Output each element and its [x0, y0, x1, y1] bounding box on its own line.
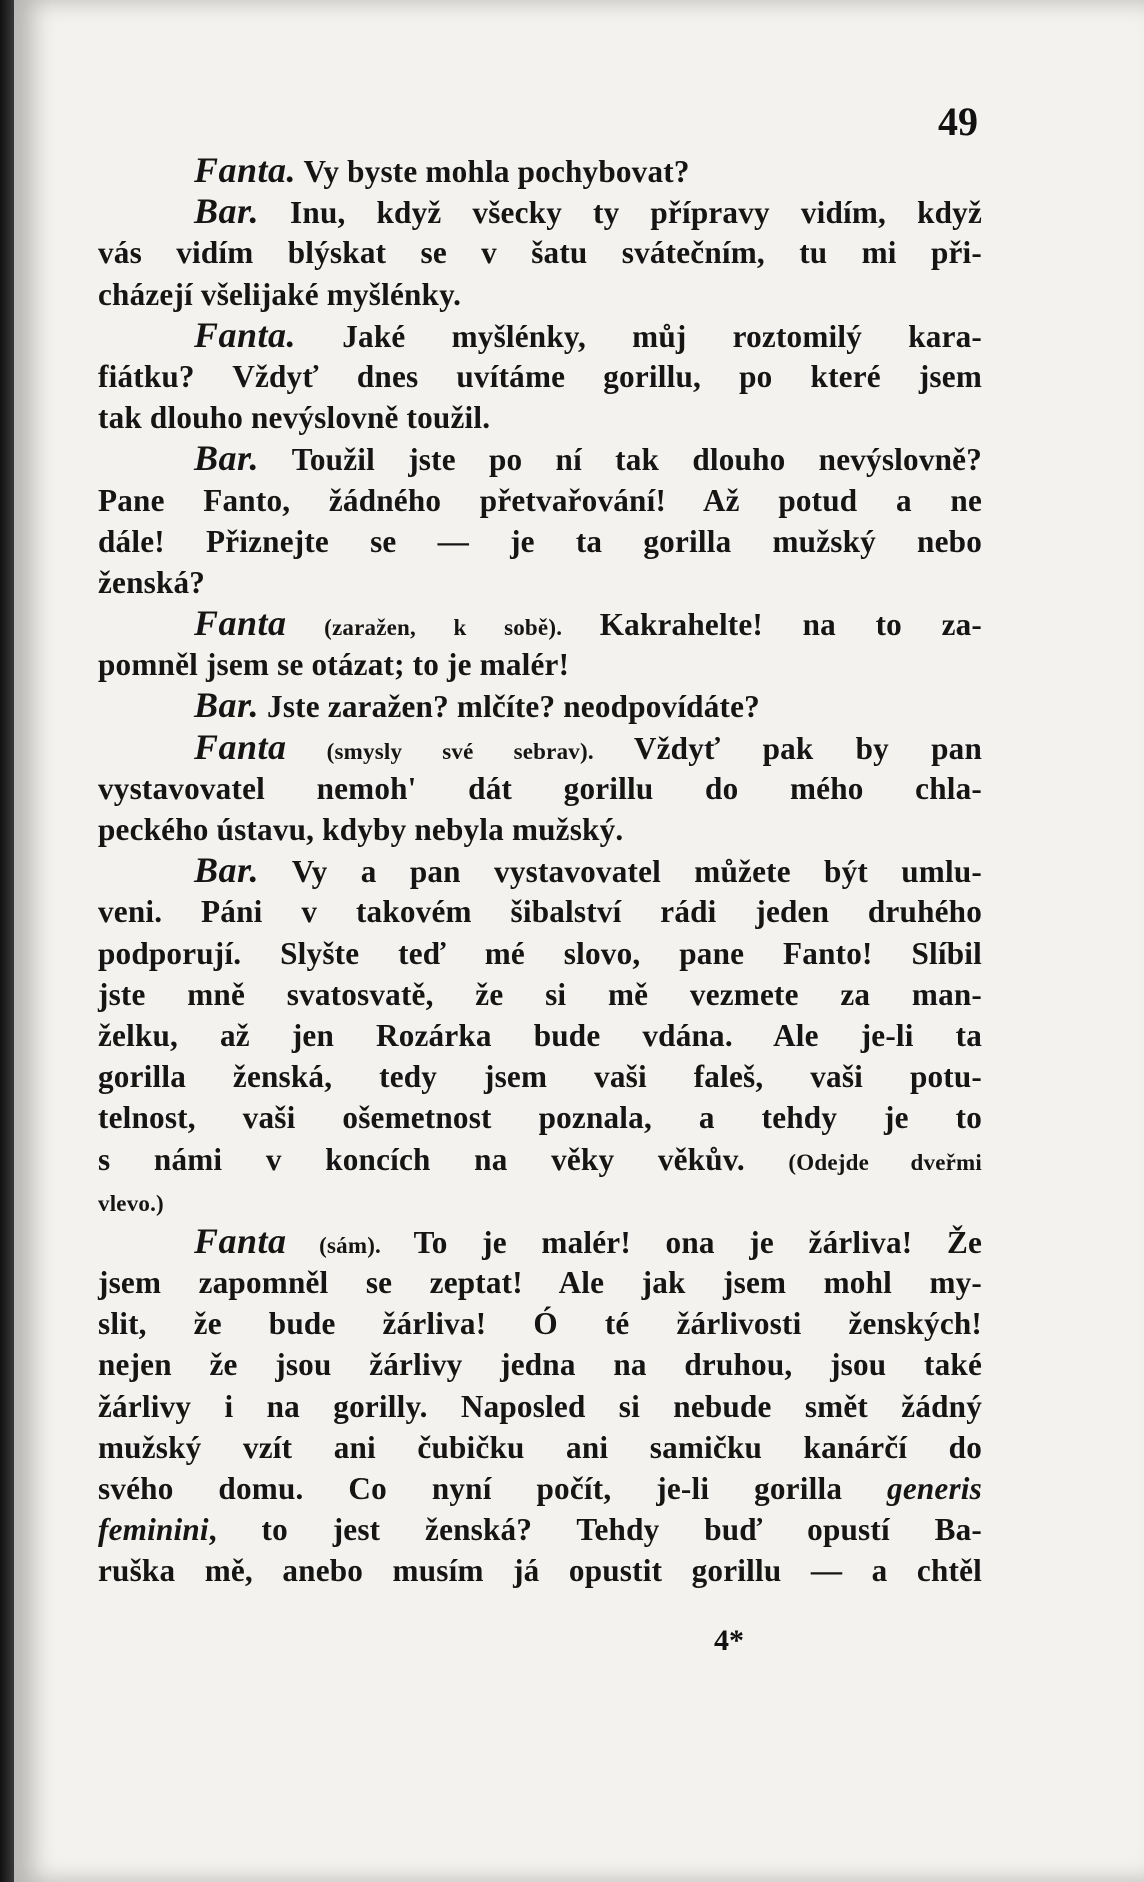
speaker-name: Bar. — [194, 685, 260, 726]
text-line — [98, 1344, 982, 1385]
speaker-name: Bar. — [194, 438, 260, 479]
stage-direction: (sám). — [286, 1232, 414, 1258]
dialogue-text: žárlivy i na gorilly. Naposled si nebude smět žádný — [98, 1388, 982, 1424]
text-line — [98, 1221, 982, 1262]
text-line — [98, 232, 982, 273]
text-line — [98, 1550, 982, 1591]
text-line — [98, 809, 982, 850]
text-line — [98, 191, 982, 232]
page-number: 49 — [938, 99, 978, 144]
speaker-name: Fanta. — [194, 314, 297, 355]
text-line — [98, 1097, 982, 1138]
page-body-text — [98, 150, 982, 1592]
stage-direction: (zaražen, k sobě). — [286, 615, 600, 641]
text-line — [98, 768, 982, 809]
text-line — [98, 1509, 982, 1550]
dialogue-text: želku, až jen Rozárka bude vdána. Ale je-li ta — [98, 1017, 982, 1053]
text-line — [98, 727, 982, 768]
dialogue-text: Vy a pan vystavovatel můžete být umlu- — [259, 854, 982, 890]
text-line — [98, 274, 982, 315]
text-line — [98, 603, 982, 644]
dialogue-text: ženská? — [98, 564, 206, 600]
italic-text: generis — [887, 1471, 982, 1506]
text-line — [98, 1015, 982, 1056]
text-line — [98, 150, 982, 191]
stage-direction: (smysly své sebrav). — [286, 738, 634, 764]
dialogue-text: svého domu. Co nyní počít, je-li gorilla — [98, 1471, 888, 1506]
dialogue-text: ruška mě, anebo musím já opustit gorillu — a chtěl — [98, 1553, 982, 1589]
dialogue-text: peckého ústavu, kdyby nebyla mužský. — [98, 812, 624, 847]
dialogue-text: slit, že bude žárliva! Ó té žárlivosti ženských! — [98, 1306, 982, 1342]
text-line — [98, 685, 982, 726]
dialogue-text: veni. Páni v takovém šibalství rádi jeden druhého — [98, 894, 982, 930]
text-line — [98, 1180, 982, 1221]
printer-signature-mark: 4* — [714, 1624, 744, 1657]
dialogue-text: fiátku? Vždyť dnes uvítáme gorillu, po které jsem — [98, 358, 982, 394]
text-line — [98, 1303, 982, 1344]
text-line — [98, 438, 982, 479]
speaker-name: Bar. — [194, 191, 260, 232]
text-line — [98, 480, 982, 521]
text-line — [98, 521, 982, 562]
dialogue-text: Jaké myšlénky, můj roztomilý kara- — [296, 318, 982, 354]
dialogue-text: Kakrahelte! na to za- — [599, 607, 983, 643]
dialogue-text: Jste zaražen? mlčíte? neodpovídáte? — [259, 689, 760, 725]
speaker-name: Fanta — [194, 1220, 287, 1261]
text-line — [98, 562, 982, 603]
dialogue-text: dále! Přiznejte se — je ta gorilla mužský nebo — [98, 523, 982, 559]
speaker-name: Fanta. — [194, 150, 297, 190]
dialogue-text: gorilla ženská, tedy jsem vaši faleš, vaši potu- — [98, 1059, 982, 1095]
dialogue-text: mužský vzít ani čubičku ani samičku kanárčí do — [98, 1429, 982, 1465]
dialogue-text: , to jest ženská? Tehdy buď opustí Ba- — [208, 1512, 982, 1548]
dialogue-text: vás vidím blýskat se v šatu svátečním, tu mi při- — [98, 235, 982, 271]
book-page — [14, 0, 1144, 1882]
text-line — [98, 1056, 982, 1097]
dialogue-text: Vždyť pak by pan — [633, 730, 982, 766]
text-line — [98, 397, 982, 438]
speaker-name: Bar. — [194, 850, 260, 891]
dialogue-text: jsem zapomněl se zeptat! Ale jak jsem mohl my- — [98, 1265, 982, 1301]
text-line — [98, 850, 982, 891]
dialogue-text: To je malér! ona je žárliva! Že — [413, 1224, 983, 1260]
text-line — [98, 1427, 982, 1468]
dialogue-text: tak dlouho nevýslovně toužil. — [98, 400, 491, 436]
stage-direction: vlevo.) — [98, 1190, 164, 1216]
text-line — [98, 933, 982, 974]
text-line — [98, 1468, 982, 1509]
text-line — [98, 1139, 982, 1180]
text-line — [98, 974, 982, 1015]
text-line — [98, 356, 982, 397]
text-line — [98, 644, 982, 685]
dialogue-text: jste mně svatosvatě, že si mě vezmete za man- — [98, 976, 982, 1012]
dialogue-text: nejen že jsou žárlivy jedna na druhou, jsou také — [98, 1347, 982, 1383]
dialogue-text: podporují. Slyšte teď mé slovo, pane Fanto! Slíbil — [98, 935, 982, 971]
dialogue-text: Pane Fanto, žádného přetvařování! Až potud a ne — [98, 482, 982, 518]
dialogue-text: vystavovatel nemoh' dát gorillu do mého chla- — [98, 770, 982, 806]
speaker-name: Fanta — [194, 726, 287, 767]
text-line — [98, 891, 982, 932]
dialogue-text: pomněl jsem se otázat; to je malér! — [98, 647, 570, 683]
text-line — [98, 1386, 982, 1427]
speaker-name: Fanta — [194, 603, 287, 644]
dialogue-text: cházejí všelijaké myšlénky. — [98, 276, 462, 312]
stage-direction: (Odejde dveřmi — [788, 1149, 982, 1175]
dialogue-text: Vy byste mohla pochybovat? — [296, 154, 690, 189]
text-line — [98, 315, 982, 356]
dialogue-text: s námi v koncích na věky věkův. — [98, 1141, 789, 1177]
dialogue-text: telnost, vaši ošemetnost poznala, a tehdy je to — [98, 1100, 982, 1136]
italic-text: feminini — [98, 1512, 209, 1548]
dialogue-text: Toužil jste po ní tak dlouho nevýslovně? — [259, 442, 982, 478]
text-line — [98, 1262, 982, 1303]
dialogue-text: Inu, když všecky ty přípravy vidím, když — [259, 195, 982, 231]
